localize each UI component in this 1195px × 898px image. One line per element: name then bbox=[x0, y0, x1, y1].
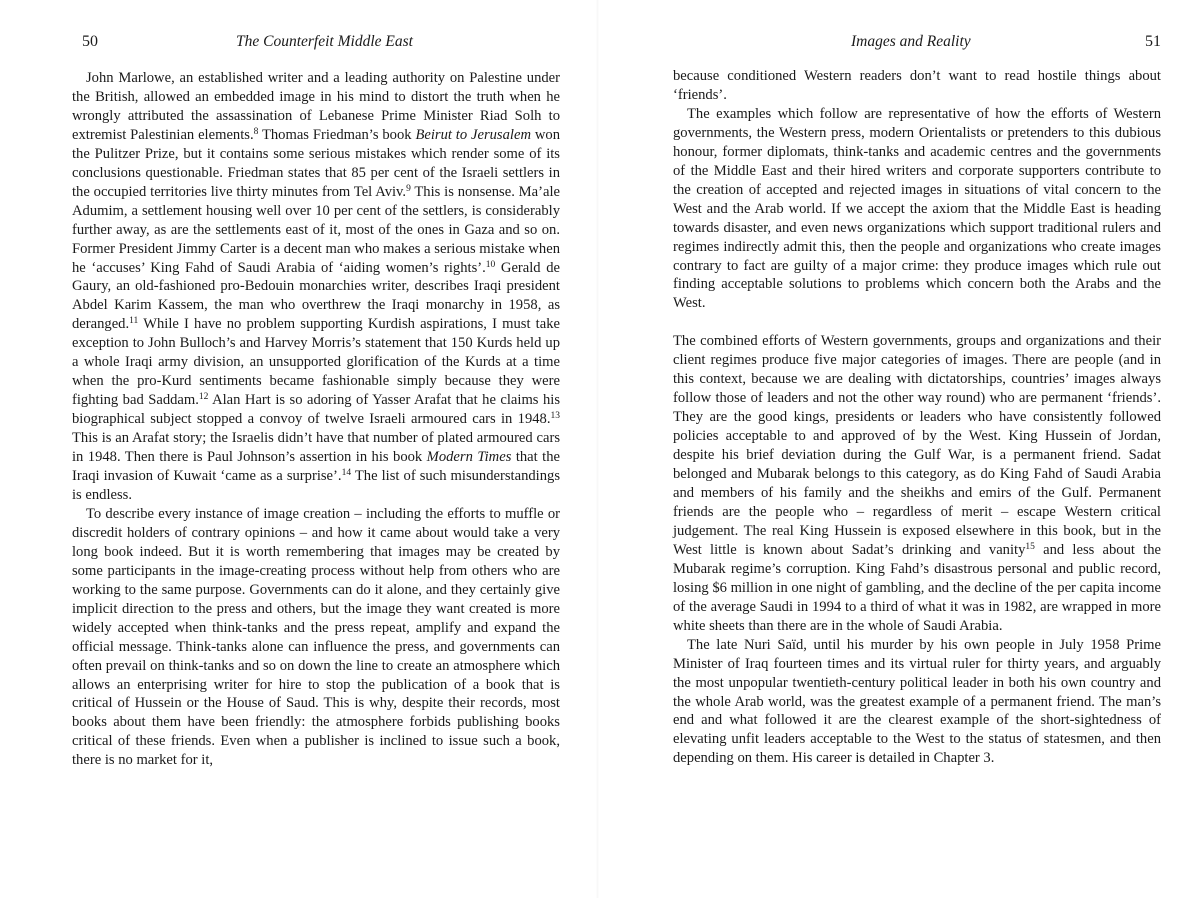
right-running-head bbox=[673, 30, 1161, 54]
footnote-marker: 8 bbox=[253, 126, 259, 137]
right-body-text bbox=[673, 67, 1161, 768]
paragraph bbox=[673, 67, 1161, 105]
paragraph bbox=[673, 332, 1161, 635]
left-running-head bbox=[72, 30, 560, 54]
text-run: Thomas Friedman’s book bbox=[258, 126, 416, 143]
left-page-number: 50 bbox=[82, 33, 98, 50]
text-run: The list of such misunderstandings is endless. bbox=[72, 468, 560, 503]
text-run: won the Pulitzer Prize, but it contains some serious mistakes which render some of its conclusions questionable. Friedman states that 85 per cent of the Israeli settlers in the occupied territories live thirty minutes from Tel Aviv. bbox=[72, 126, 560, 200]
text-run: and less about the Mubarak regime’s corruption. King Fahd’s disastrous personal and public record, losing $6 million in one night of gambling, and the decline of the per capita income of the average Saudi in 1994 to a third of what it was in 1982, are wrapped in more white sheets than there are in the whole of Saudi Arabia. bbox=[673, 541, 1161, 634]
text-run: To describe every instance of image creation – including the efforts to muffle or discredit holders of contrary opinions – and how it came about would take a very long book indeed. But it is worth remembering that images may be created by some participants in the image-creating process without help from others who are working to the same purpose. Governments can do it alone, and they certainly give implicit direction to the press and others, but the image they want created is more widely accepted when think-tanks and the press repeat, amplify and expand the official message. Think-tanks alone can influence the press, and governments can often prevail on think-tanks and so on down the line to create an atmosphere which allows an enterprising writer for hire to stop the publication of a book that is critical of Hussein or the House of Saud. This is why, despite their records, most books about them have been friendly: the atmosphere forbids publishing books critical of these friends. Even when a publisher is inclined to issue such a book, there is no market for it, bbox=[72, 505, 560, 769]
left-page bbox=[72, 30, 560, 770]
text-run: The examples which follow are representative of how the efforts of Western governments, the Western press, modern Orientalists or pretenders to this dubious honour, former diplomats, think-tanks and academic centres and the governments of the Middle East and their hired writers and corporate supporters contribute to the creation of accepted and rejected images in situations of vital concern to the West and the Arab world. If we accept the axiom that the Middle East is heading towards disaster, and even news organizations which support traditional rulers and regimes indirectly admit this, then the people and organizations who create images contrary to fact are guilty of a major crime: they produce images which rule out finding acceptable solutions to problems which concern both the Arabs and the West. bbox=[673, 105, 1161, 312]
left-body-text bbox=[72, 69, 560, 770]
left-running-title: The Counterfeit Middle East bbox=[236, 33, 413, 50]
text-run: that the Iraqi invasion of Kuwait ‘came as a surprise’. bbox=[72, 449, 560, 485]
right-page bbox=[673, 30, 1161, 768]
footnote-marker: 15 bbox=[1025, 541, 1035, 552]
book-title-italic: Modern Times bbox=[426, 449, 512, 466]
paragraph bbox=[673, 636, 1161, 769]
text-run: Gerald de Gaury, an old-fashioned pro-Bedouin monarchies writer, describes Iraqi president Abdel Karim Kassem, the man who overthrew the Iraqi monarchy in 1958, as deranged. bbox=[72, 259, 560, 333]
footnote-marker: 14 bbox=[341, 468, 352, 479]
right-running-title: Images and Reality bbox=[851, 33, 971, 50]
text-run: While I have no problem supporting Kurdish aspirations, I must take exception to John Bulloch’s and Harvey Morris’s statement that 150 Kurds held up a whole Iraqi army division, an unsupported glorification of the Kurds at a time when the pro-Kurd sentiments became fashionable simply because they were fighting bad Saddam. bbox=[72, 316, 560, 409]
text-run: John Marlowe, an established writer and a leading authority on Palestine under the British, allowed an embedded image in his mind to distort the truth when he wrongly attributed the assassination of Lebanese Prime Minister Riad Solh to extremist Palestinian elements. bbox=[72, 70, 560, 143]
text-run: because conditioned Western readers don’t want to read hostile things about ‘friends’. bbox=[673, 68, 1161, 103]
text-run: This is nonsense. Ma’ale Adumim, a settlement housing well over 10 per cent of the settlers, is considerably further away, as are the settlements east of it, most of the ones in Gaza and so on. Former President Jimmy Carter is a decent man who makes a serious mistake when he ‘accuses’ King Fahd of Saudi Arabia of ‘aiding women’s rights’. bbox=[72, 183, 560, 276]
text-run: The late Nuri Saïd, until his murder by his own people in July 1958 Prime Minister of Iraq fourteen times and its virtual ruler for thirty years, and arguably the most unpopular twentieth-century political leader in both his own country and the whole Arab world, was the greatest example of a permanent friend. The man’s end and what followed it are the clearest example of the short-sightedness of elevating unfit leaders acceptable to the West to the status of statesmen, and then depending on them. His career is detailed in Chapter 3. bbox=[673, 636, 1161, 767]
footnote-marker: 9 bbox=[406, 183, 411, 194]
gutter bbox=[596, 0, 599, 898]
right-page-number: 51 bbox=[1145, 33, 1161, 50]
paragraph bbox=[673, 105, 1161, 313]
footnote-marker: 10 bbox=[485, 259, 496, 270]
paragraph bbox=[72, 505, 560, 770]
book-title-italic: Beirut to Jerusalem bbox=[415, 126, 531, 143]
footnote-marker: 13 bbox=[550, 411, 560, 422]
text-run: This is an Arafat story; the Israelis didn’t have that number of plated armoured cars in 1948. Then there is Paul Johnson’s assertion in his book bbox=[72, 430, 560, 466]
text-run: Alan Hart is so adoring of Yasser Arafat that he claims his biographical subject stopped a convoy of twelve Israeli armoured cars in 1948. bbox=[72, 392, 560, 428]
footnote-marker: 11 bbox=[129, 316, 139, 327]
footnote-marker: 12 bbox=[198, 392, 209, 403]
paragraph bbox=[72, 69, 560, 505]
text-run: The combined efforts of Western governments, groups and organizations and their client regimes produce five major categories of images. There are people (and in this context, because we are dealing with dictatorships, countries’ images always follow those of leaders and not the other way round) who are permanent ‘friends’. They are the good kings, presidents or leaders who have consistently followed policies acceptable to and approved of by the West. King Hussein of Jordan, despite his brief deviation during the Gulf War, is a permanent friend. Sadat belonged and Mubarak belongs to this category, as do King Fahd of Saudi Arabia and members of his family and the sheikhs and emirs of the Gulf. Permanent friends are the people who – regardless of merit – escape Western critical judgement. The real King Hussein is exposed elsewhere in this book, but in the West little is known about Sadat’s drinking and vanity bbox=[673, 333, 1161, 558]
